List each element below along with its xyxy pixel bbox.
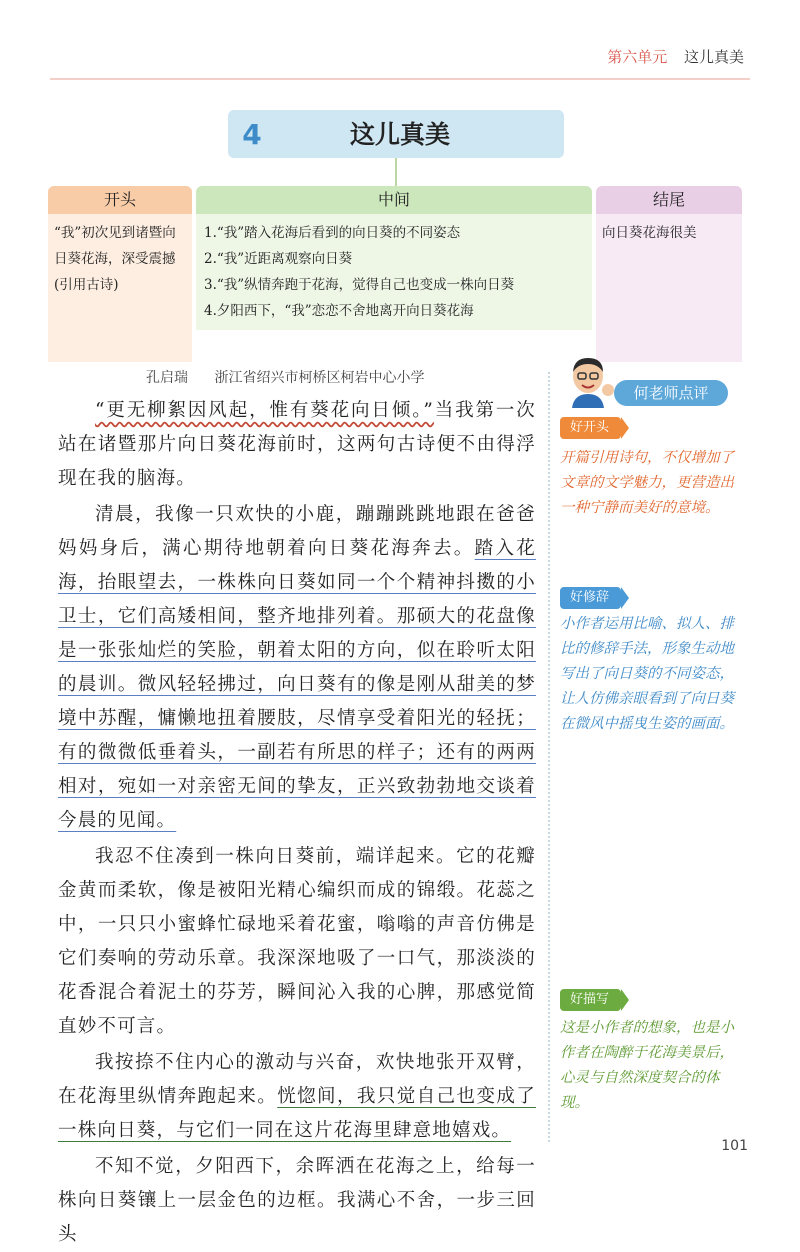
highlighted-passage: 踏入花海，抬眼望去，一株株向日葵如同一个个精神抖擞的小卫士，它们高矮相间，整齐地排列着。那硕大的花盘像是一张张灿烂的笑脸，朝着太阳的方向，似在聆听太阳的晨训。微风轻轻拂过，向日葵有的像是刚从甜美的梦境中苏醒，慵懒地扭着腰肢，尽情享受着阳光的轻抚；有的微微低垂着头，一副若有所思的样子；还有的两两相对，宛如一对亲密无间的挚友，正兴致勃勃地交谈着今晨的见闻。: [58, 538, 536, 831]
outline-ending-text: 向日葵花海很美: [596, 214, 742, 362]
note-tag-good-description: 好描写: [560, 989, 621, 1011]
outline-ending: [596, 186, 742, 362]
author-school: 浙江省绍兴市柯桥区柯岩中心小学: [214, 370, 425, 386]
outline-opening-text: “我”初次见到诸暨向日葵花海，深受震撼(引用古诗): [48, 214, 192, 362]
paragraph: [58, 498, 536, 838]
header-divider: [50, 78, 750, 80]
author-line: [146, 367, 424, 387]
note-good-rhetoric: 小作者运用比喻、拟人、排比的修辞手法，形象生动地写出了向日葵的不同姿态，让人仿佛亲眼看到了向日葵在微风中摇曳生姿的画面。: [560, 616, 734, 732]
teacher-comment-tag: 何老师点评: [614, 380, 728, 406]
page-number: 101: [721, 1138, 748, 1154]
outline-ending-label: 结尾: [596, 186, 742, 214]
lesson-number: 4: [242, 118, 262, 151]
paragraph: [58, 394, 536, 496]
title-connector: [395, 158, 397, 186]
paragraph-text: 清晨，我像一只欢快的小鹿，蹦蹦跳跳地跟在爸爸妈妈身后，满心期待地朝着向日葵花海奔去。: [58, 504, 536, 559]
sidebar-divider: [548, 372, 550, 1142]
note-tag-good-opening: 好开头: [560, 417, 621, 439]
structure-outline: [48, 186, 742, 336]
unit-label: 第六单元: [607, 48, 668, 66]
outline-opening: [48, 186, 192, 362]
outline-middle-list: [196, 214, 592, 330]
quoted-verse: “更无柳絮因风起，惟有葵花向日倾。”: [95, 400, 435, 421]
paragraph-text: 我按捺不住内心的激动与兴奋，欢快地张开双臂，在花海里纵情奔跑起来。: [58, 1052, 536, 1107]
chapter-label: 这儿真美: [683, 48, 744, 66]
essay-body: [58, 394, 536, 1252]
running-header: [607, 46, 744, 67]
paragraph-text: 当我第一次站在诸暨那片向日葵花海前时，这两句古诗便不由得浮现在我的脑海。: [58, 400, 536, 489]
outline-middle: [196, 186, 592, 330]
outline-middle-item: 3.“我”纵情奔跑于花海，觉得自己也变成一株向日葵: [204, 277, 515, 293]
paragraph: 我忍不住凑到一株向日葵前，端详起来。它的花瓣金黄而柔软，像是被阳光精心编织而成的锦缎。花蕊之中，一只只小蜜蜂忙碌地采着花蜜，嗡嗡的声音仿佛是它们奏响的劳动乐章。我深深地吸了一口气，那淡淡的花香混合着泥土的芬芳，瞬间沁入我的心脾，那感觉简直妙不可言。: [58, 846, 536, 1037]
note-good-opening: 开篇引用诗句，不仅增加了文章的文学魅力，更营造出一种宁静而美好的意境。: [560, 450, 734, 516]
highlighted-passage: 恍惚间，我只觉自己也变成了一株向日葵，与它们一同在这片花海里肆意地嬉戏。: [58, 1086, 536, 1141]
outline-middle-item: 2.“我”近距离观察向日葵: [204, 251, 353, 267]
outline-middle-item: 4.夕阳西下，“我”恋恋不舍地离开向日葵花海: [204, 303, 474, 319]
outline-opening-label: 开头: [48, 186, 192, 214]
teacher-avatar-icon: [562, 352, 618, 408]
outline-middle-item: 1.“我”踏入花海后看到的向日葵的不同姿态: [204, 225, 461, 241]
paragraph: [58, 1046, 536, 1148]
note-tag-good-rhetoric: 好修辞: [560, 587, 621, 609]
paragraph: 不知不觉，夕阳西下，余晖洒在花海之上，给每一株向日葵镶上一层金色的边框。我满心不舍，一步三回头: [58, 1156, 536, 1245]
author-name: 孔启瑞: [146, 370, 188, 386]
page-title: 这儿真美: [349, 120, 450, 149]
outline-middle-label: 中间: [196, 186, 592, 214]
note-good-description: 这是小作者的想象，也是小作者在陶醉于花海美景后，心灵与自然深度契合的体现。: [560, 1020, 734, 1111]
